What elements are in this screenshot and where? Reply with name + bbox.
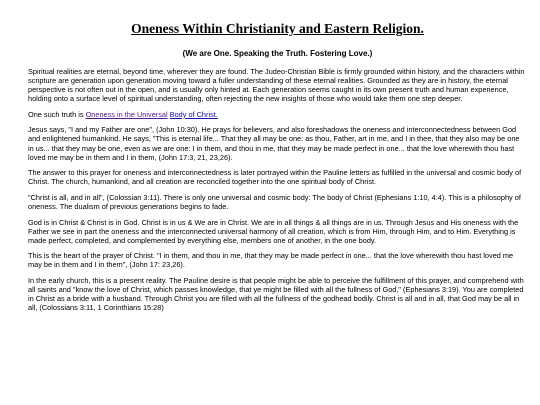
link-body-of-christ[interactable]: Body of Christ. xyxy=(169,109,218,119)
paragraph-early-church: In the early church, this is a present reality. The Pauline desire is that people might be able to perceive the fulfillment of this prayer, and comprehend with all saints and "know the love of Christ, which passes knowledge, that ye might be filled with all the fullness of God," (Ephesians 3:19). You are completed in Christ as a bride with a husband. Through Christ you are filled with all the fullness of the godhead bodily. Christ is all and in all, that God may be all in all, (Colossians 3:11, 1 Corinthians 15:28) xyxy=(28,276,524,313)
paragraph-answer-prayer: The answer to this prayer for oneness and interconnectedness is later portrayed within the Pauline letters as fulfilled in the universal and cosmic body of Christ. The church, humankind, and all creation are reconciled together into the one spiritual body of Christ. xyxy=(28,168,522,187)
page-subtitle: (We are One. Speaking the Truth. Fostering Love.) xyxy=(182,49,373,58)
paragraph-god-in-christ: God is in Christ & Christ is in God. Christ is in us & We are in Christ. We are in all things & all things are in us. Through Jesus and His oneness with the Father we see in part the oneness and the interconnected universal harmony of all creation, which is from Him, through Him, and to Him. Everything is made perfect, completed, and complemented by everything else, members one of another, in the one body. xyxy=(28,217,519,245)
paragraph-oneness-truth-text: One such truth is xyxy=(28,109,86,119)
paragraph-oneness-truth xyxy=(28,110,527,119)
paragraph-heart-of-prayer: This is the heart of the prayer of Christ. "I in them, and thou in me, that they may be made perfect in one... that the love wherewith thou hast loved me may be in them and I in them", (John 17: 23,26). xyxy=(28,251,514,270)
page-title: Oneness Within Christianity and Eastern Religion. xyxy=(131,21,424,36)
paragraph-christ-is-all: "Christ is all, and in all", (Colossian 3:11). There is only one universal and cosmic body: The body of Christ (Ephesians 1:10, 4:4). This is a philosophy of oneness. The dualism of previous generations begins to fade. xyxy=(28,192,521,211)
link-oneness-universal[interactable]: Oneness in the Universal xyxy=(85,109,168,119)
paragraph-jesus-says: Jesus says, "I and my Father are one", (John 10:30). He prays for believers, and also foreshadows the oneness and interconnectedness between God and enlightened humankind. He says, "This is eternal life... That they all may be one: as thou, Father, art in me, and I in thee, that they also may be one in us... that they may be one, even as we are one: I in them, and thou in me, that they may be made perfect in one... that the love wherewith thou hast loved me may be in them and I in them, (John 17:3, 21, 23,26). xyxy=(28,125,520,162)
paragraph-intro: Spiritual realities are eternal, beyond time, wherever they are found. The Judeo-Christian Bible is firmly grounded within history, and the characters within scripture are generation upon generation moving toward a fuller understanding of these eternal realities. Grounded as they are in history, the eternal perspective is not often out in the open, and is usually only hinted at. Each generation seems caught in its own present truth and human experience, holding onto a surface level of spiritual understanding, often rejecting the new insights of those who would take them one step deeper. xyxy=(28,67,525,104)
